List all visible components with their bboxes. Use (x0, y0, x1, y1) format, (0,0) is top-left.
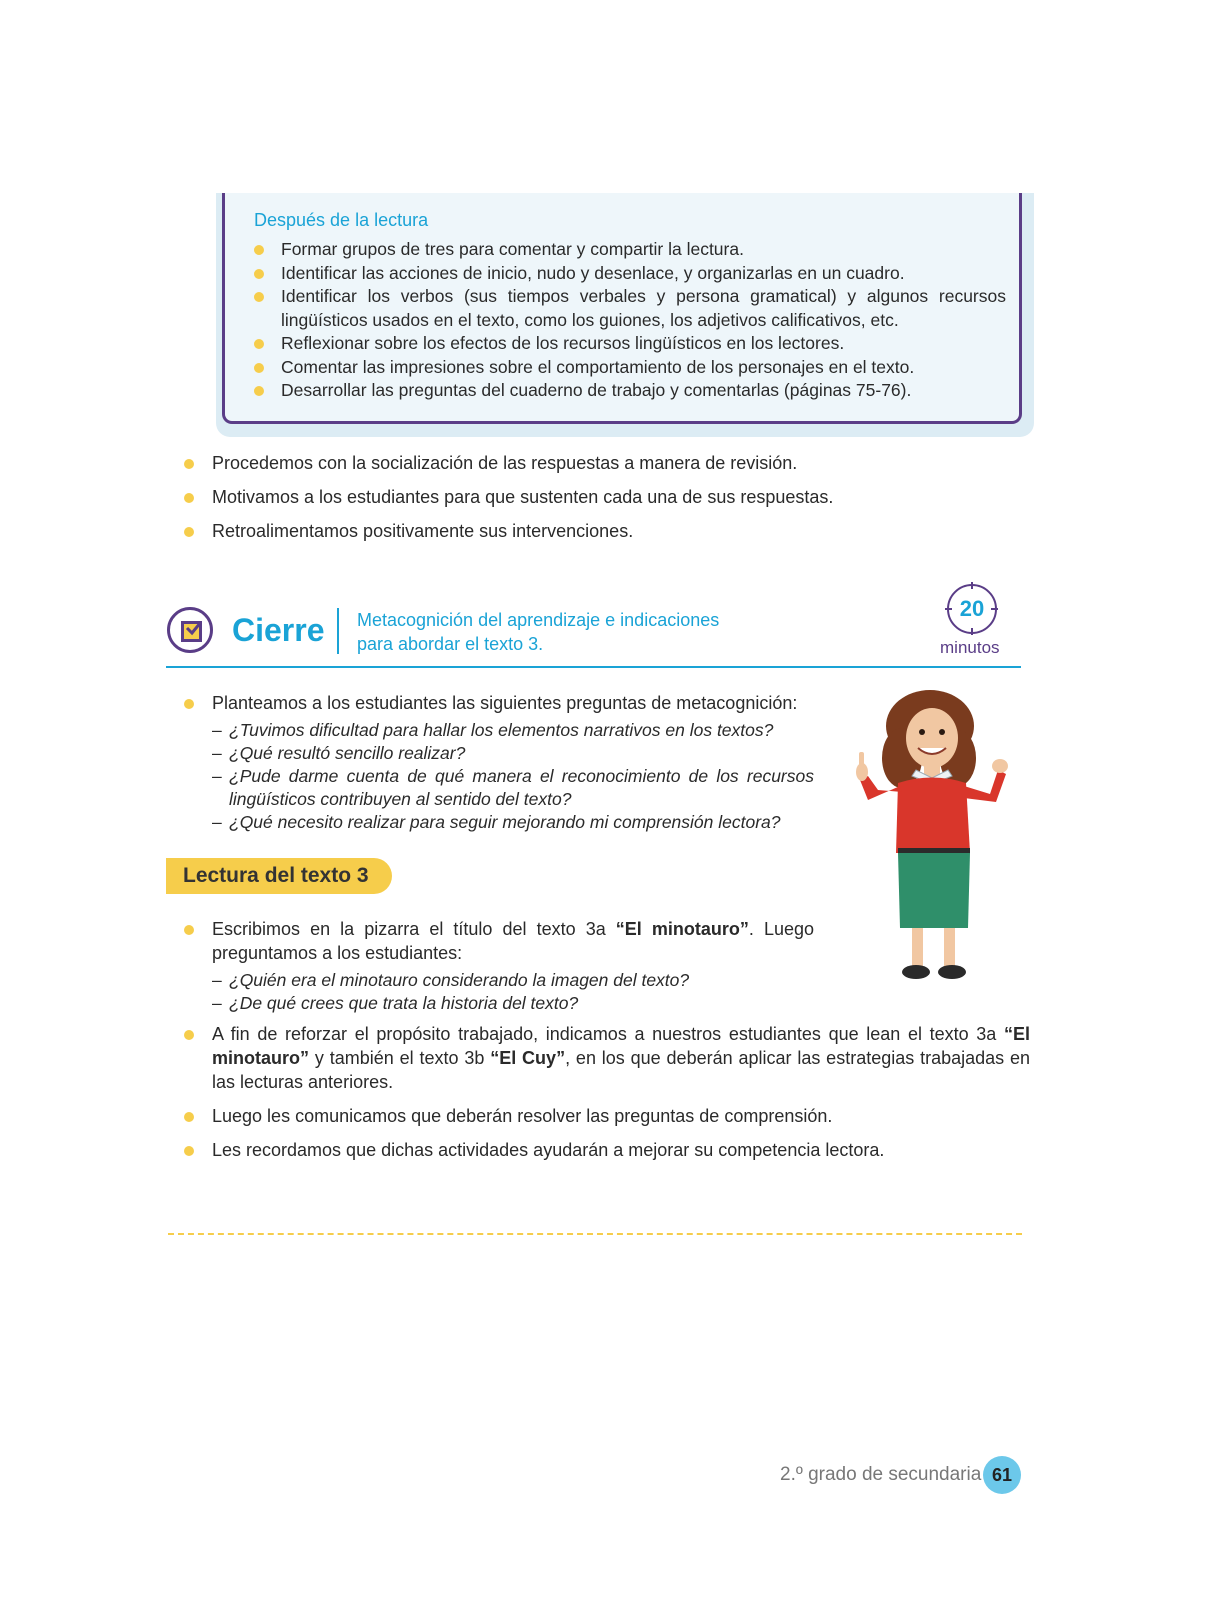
bullet-icon (184, 1030, 194, 1040)
minutes-value: 20 (959, 596, 985, 621)
dashed-divider (168, 1233, 1022, 1235)
question-item: – ¿Qué necesito realizar para seguir mejorando mi comprensión lectora? (212, 812, 781, 832)
timer-tick (971, 628, 973, 635)
question-item: – ¿De qué crees que trata la historia del texto? (212, 993, 579, 1013)
checkmark-icon (185, 620, 202, 637)
list-item: Comentar las impresiones sobre el comportamiento de los personajes en el texto. (254, 356, 1006, 380)
bullet-icon (184, 925, 194, 935)
review-list (182, 451, 1030, 553)
bullet-icon (184, 1112, 194, 1122)
lectura-list (182, 917, 814, 1015)
list-item: A fin de reforzar el propósito trabajado, indicamos a nuestros estudiantes que lean el texto 3a “El minotauro” y también el texto 3b “El Cuy”, en los que deberán aplicar las estrategias trabajadas en las lecturas anteriores. (182, 1022, 1030, 1094)
list-item: Motivamos a los estudiantes para que sustenten cada una de sus respuestas. (182, 485, 1030, 509)
list-item: Desarrollar las preguntas del cuaderno de trabajo y comentarlas (páginas 75-76). (254, 379, 1006, 403)
section-title: Cierre (232, 612, 325, 648)
timer-tick (945, 608, 952, 610)
list-item: Escribimos en la pizarra el título del texto 3a “El minotauro”. Luego preguntamos a los estudiantes: – ¿Quién era el minotauro considerando la imagen del texto? – ¿De qué crees que trata la historia del texto? (182, 917, 814, 1015)
metacognition-list (182, 691, 814, 834)
list-item: Planteamos a los estudiantes las siguientes preguntas de metacognición: – ¿Tuvimos dificultad para hallar los elementos narrativos en los textos? – ¿Qué resultó sencillo realizar? – ¿Pude darme cuenta de qué manera el reconocimiento de los recursos lingüísticos contribuyen al sentido del texto? – ¿Qué necesito realizar para seguir mejorando mi comprensión lectora? (182, 691, 814, 834)
bullet-icon (254, 363, 264, 373)
box-title: Después de la lectura (254, 210, 429, 230)
question-item: – ¿Tuvimos dificultad para hallar los elementos narrativos en los textos? (212, 720, 774, 740)
header-rule (166, 666, 1021, 668)
bullet-icon (184, 1146, 194, 1156)
instructions-list (182, 1022, 1030, 1172)
timer-icon (947, 584, 997, 634)
bullet-icon (254, 269, 264, 279)
bullet-icon (184, 699, 194, 709)
list-item: Reflexionar sobre los efectos de los recursos lingüísticos en los lectores. (254, 332, 1006, 356)
list-item: Procedemos con la socialización de las respuestas a manera de revisión. (182, 451, 1030, 475)
bullet-icon (184, 527, 194, 537)
list-item: Formar grupos de tres para comentar y compartir la lectura. (254, 238, 1006, 262)
list-item: Identificar las acciones de inicio, nudo y desenlace, y organizarlas en un cuadro. (254, 262, 1006, 286)
question-list (212, 719, 814, 834)
box-list (254, 238, 1006, 403)
teacher-illustration (840, 688, 1010, 988)
list-item: Luego les comunicamos que deberán resolver las preguntas de comprensión. (182, 1104, 1030, 1128)
minutes-label: minutos (940, 638, 1000, 657)
page-number: 61 (983, 1456, 1021, 1494)
question-list (212, 969, 814, 1015)
section-heading: Lectura del texto 3 (166, 858, 392, 894)
timer-tick (991, 608, 998, 610)
check-square (181, 621, 202, 642)
question-item: – ¿Quién era el minotauro considerando la imagen del texto? (212, 970, 690, 990)
grade-label: 2.º grado de secundaria (780, 1464, 982, 1485)
section-subtitle-line2: para abordar el texto 3. (357, 634, 544, 654)
section-subtitle-line1: Metacognición del aprendizaje e indicaciones (357, 610, 720, 630)
bullet-icon (254, 339, 264, 349)
question-item: – ¿Qué resultó sencillo realizar? (212, 743, 466, 763)
bullet-icon (184, 493, 194, 503)
list-item: Identificar los verbos (sus tiempos verbales y persona gramatical) y algunos recursos lingüísticos usados en el texto, como los guiones, los adjetivos calificativos, etc. (254, 285, 1006, 332)
bullet-icon (254, 245, 264, 255)
list-item: Retroalimentamos positivamente sus intervenciones. (182, 519, 1030, 543)
timer-tick (971, 582, 973, 589)
question-item: – ¿Pude darme cuenta de qué manera el reconocimiento de los recursos lingüísticos contribuyen al sentido del texto? (212, 766, 814, 809)
divider (337, 608, 339, 654)
bullet-icon (254, 386, 264, 396)
checkbox-icon (167, 607, 213, 653)
bullet-icon (184, 459, 194, 469)
list-item: Les recordamos que dichas actividades ayudarán a mejorar su competencia lectora. (182, 1138, 1030, 1162)
bullet-icon (254, 292, 264, 302)
